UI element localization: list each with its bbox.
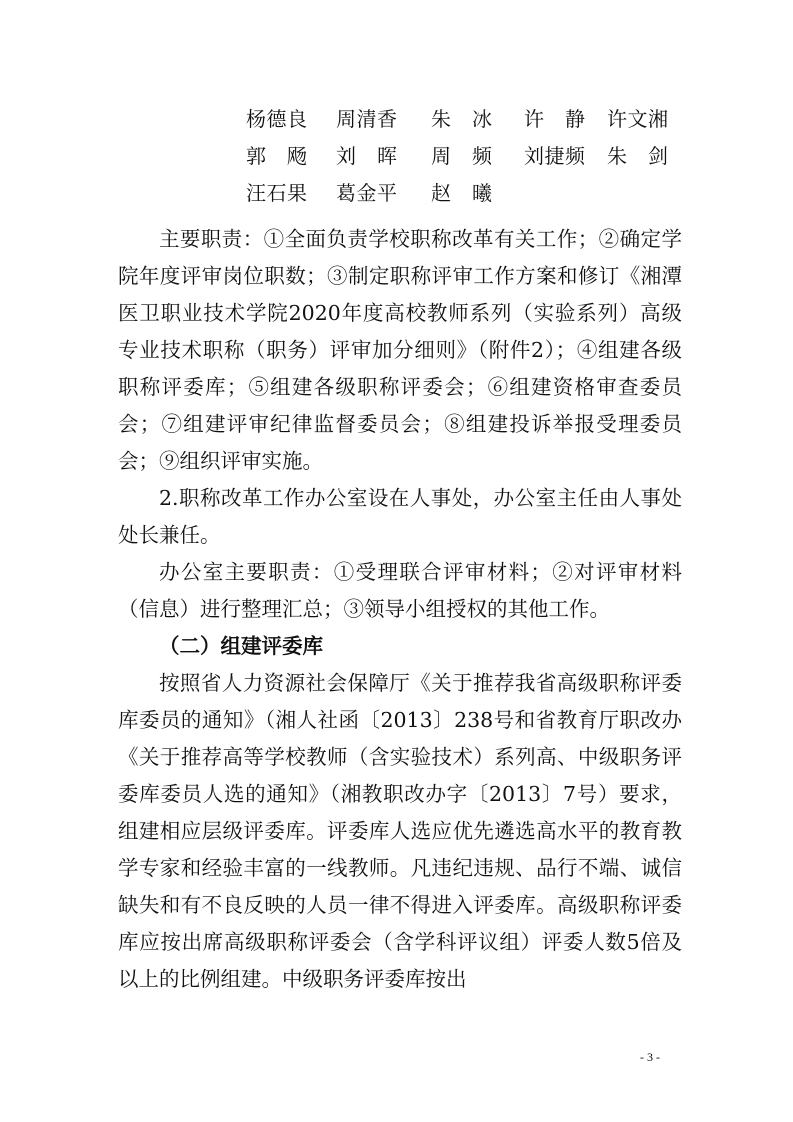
document-body — [118, 221, 682, 998]
member-name: 许 静 — [524, 107, 586, 131]
member-row — [246, 175, 686, 212]
member-row — [246, 138, 686, 175]
member-name: 周清香 — [336, 107, 398, 131]
page-number: - 3 - — [640, 1050, 660, 1064]
office-duties-paragraph: 办公室主要职责：①受理联合评审材料；②对评审材料（信息）进行整理汇总；③领导小组授权的其他工作。 — [118, 560, 682, 621]
member-name: 杨德良 — [246, 107, 308, 131]
member-row — [246, 101, 686, 138]
member-name: 赵 曦 — [431, 181, 493, 205]
member-name: 葛金平 — [336, 181, 398, 205]
responsibilities-paragraph: 主要职责：①全面负责学校职称改革有关工作；②确定学院年度评审岗位职数；③制定职称评审工作方案和修订《湘潭医卫职业技术学院2020年度高校教师系列（实验系列）高级专业技术职称（职务）评审加分细则》（附件2）；④组建各级职称评委库；⑤组建各级职称评委会；⑥组建资格审查委员会；⑦组建评审纪律监督委员会；⑧组建投诉举报受理委员会；⑨组织评审实施。 — [118, 227, 682, 473]
office-setup-paragraph: 2.职称改革工作办公室设在人事处，办公室主任由人事处处长兼任。 — [118, 486, 682, 547]
member-name: 许文湘 — [607, 107, 669, 131]
member-name: 朱 冰 — [431, 107, 493, 131]
member-name: 郭 飏 — [246, 144, 308, 168]
member-name: 刘捷频 — [524, 144, 586, 168]
section-heading: （二）组建评委库 — [159, 634, 323, 658]
member-name: 周 频 — [431, 144, 493, 168]
committee-pool-paragraph: 按照省人力资源社会保障厅《关于推荐我省高级职称评委库委员的通知》（湘人社函〔2013〕238号和省教育厅职改办《关于推荐高等学校教师（含实验技术）系列高、中级职务评委库委员人选的通知》（湘教职改办字〔2013〕7号）要求，组建相应层级评委库。评委库人选应优先遴选高水平的教育教学专家和经验丰富的一线教师。凡违纪违规、品行不端、诚信缺失和有不良反映的人员一律不得进入评委库。高级职称评委库应按出席高级职称评委会（含学科评议组）评委人数5倍及以上的比例组建。中级职务评委库按出 — [118, 671, 682, 991]
committee-member-list — [246, 101, 686, 212]
member-name: 刘 晖 — [336, 144, 398, 168]
member-name: 汪石果 — [246, 181, 308, 205]
member-name: 朱 剑 — [607, 144, 669, 168]
